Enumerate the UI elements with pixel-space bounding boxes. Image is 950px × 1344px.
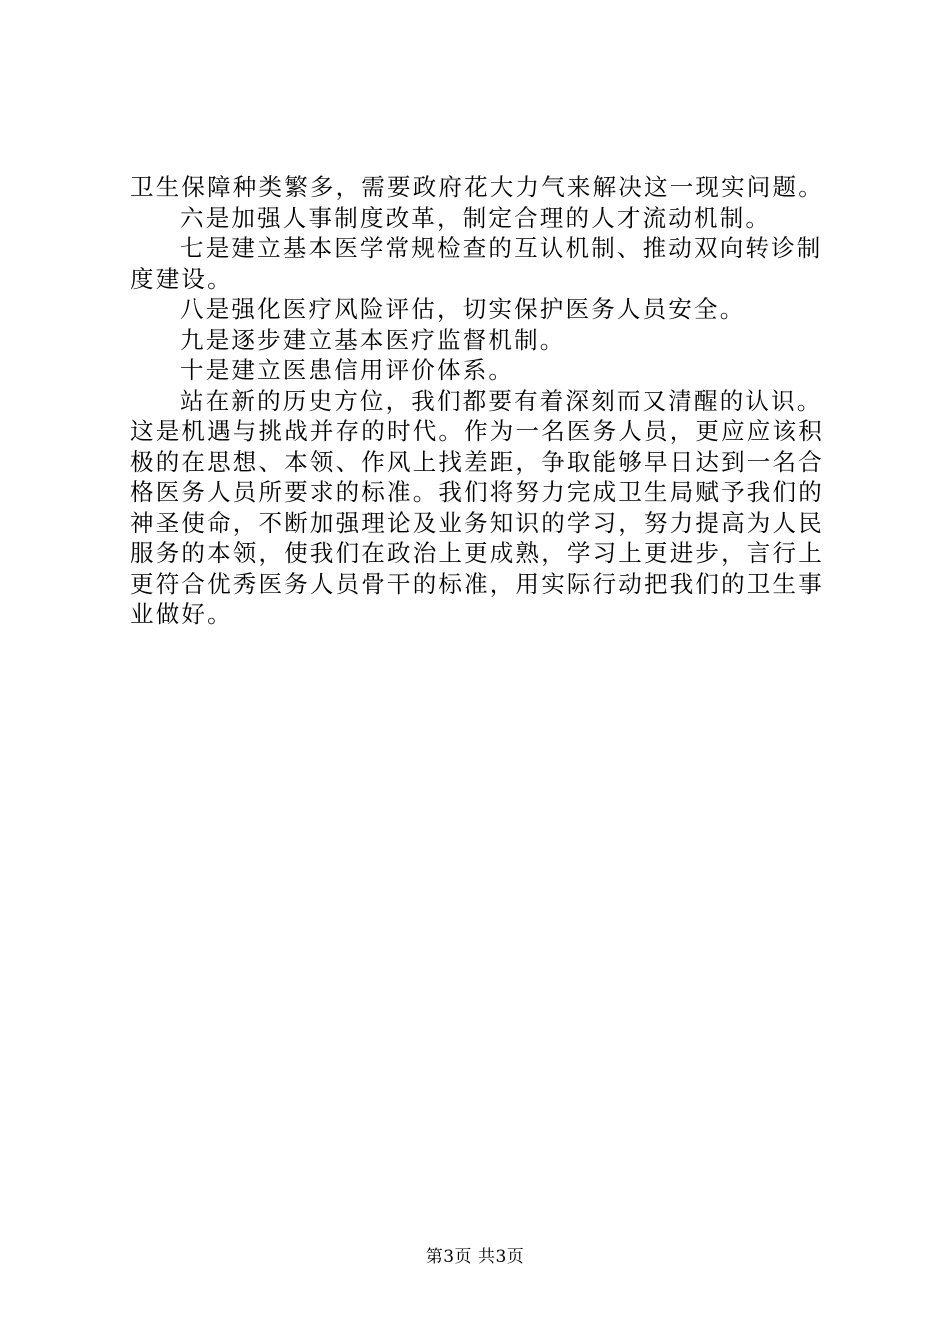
text-line: 十是建立医患信用评价体系。	[180, 356, 515, 384]
text-line: 六是加强人事制度改革，制定合理的人才流动机制。	[180, 203, 772, 232]
document-body	[130, 172, 830, 630]
text-line: 格医务人员所要求的标准。我们将努力完成卫生局赋予我们的	[130, 478, 824, 506]
text-line: 卫生保障种类繁多，需要政府花大力气来解决这一现实问题。	[130, 173, 824, 201]
page-footer: 第3页 共3页	[425, 1247, 525, 1267]
text-line: 站在新的历史方位，我们都要有着深刻而又清醒的认识。	[180, 386, 823, 415]
text-line: 极的在思想、本领、作风上找差距，争取能够早日达到一名合	[130, 447, 824, 476]
text-line: 更符合优秀医务人员骨干的标准，用实际行动把我们的卫生事	[130, 569, 824, 598]
text-line: 七是建立基本医学常规检查的互认机制、推动双向转诊制	[180, 234, 823, 262]
text-line: 八是强化医疗风险评估，切实保护医务人员安全。	[180, 295, 746, 323]
text-line: 九是逐步建立基本医疗监督机制。	[180, 325, 566, 354]
text-line: 服务的本领，使我们在政治上更成熟，学习上更进步，言行上	[130, 539, 824, 567]
text-line: 这是机遇与挑战并存的时代。作为一名医务人员，更应应该积	[130, 417, 824, 445]
text-line: 业做好。	[130, 600, 233, 628]
text-line: 度建设。	[130, 264, 233, 293]
text-line: 神圣使命，不断加强理论及业务知识的学习，努力提高为人民	[130, 508, 824, 537]
